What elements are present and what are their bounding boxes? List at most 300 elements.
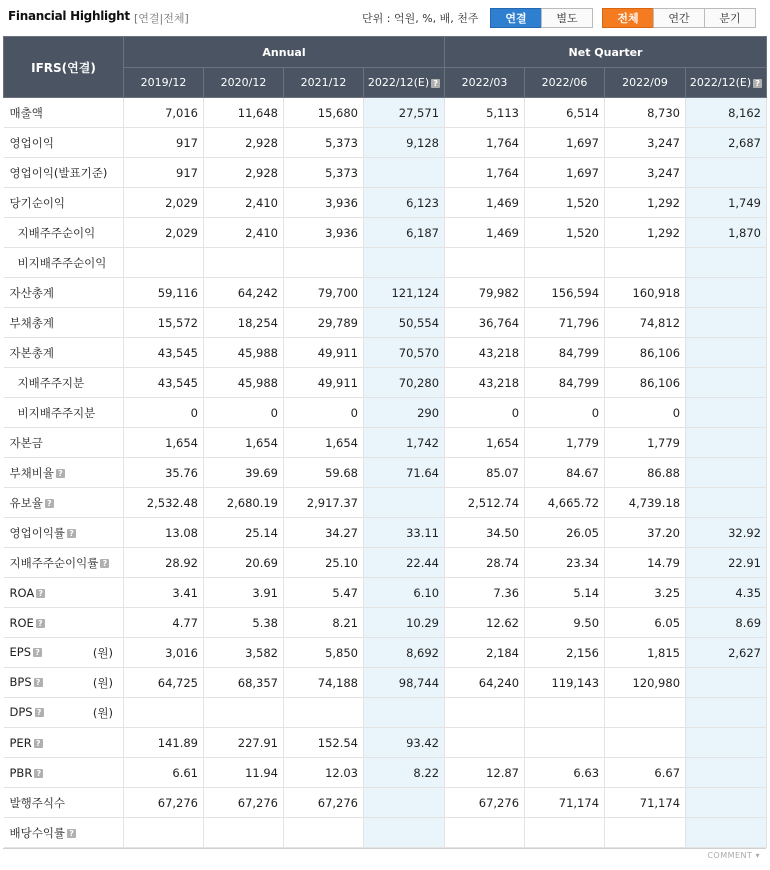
table-cell: 9.50 [525,608,605,638]
table-cell: 28.92 [124,548,204,578]
table-cell: 70,570 [364,338,445,368]
table-cell [686,668,767,698]
table-cell: 39.69 [204,458,284,488]
table-row [4,698,767,728]
table-cell: 6.63 [525,758,605,788]
table-cell: 68,357 [204,668,284,698]
period-header-1 [204,68,284,98]
table-cell: 2,410 [204,188,284,218]
table-cell: 13.08 [124,518,204,548]
row-label-cell [4,668,124,698]
table-cell [686,728,767,758]
table-cell: 120,980 [605,668,686,698]
table-cell: 3.25 [605,578,686,608]
table-cell: 4.35 [686,578,767,608]
table-cell [364,818,445,848]
help-icon[interactable]: ? [753,79,762,88]
table-cell: 35.76 [124,458,204,488]
table-cell [124,698,204,728]
table-cell: 6,187 [364,218,445,248]
table-row [4,548,767,578]
row-label: 유보율 [9,495,43,510]
table-cell: 67,276 [124,788,204,818]
row-label-cell [4,278,124,308]
table-row [4,338,767,368]
period-label: 2022/12(E) [689,76,752,89]
table-cell [204,698,284,728]
row-label: 자본금 [9,435,43,450]
table-row [4,788,767,818]
help-icon[interactable]: ? [45,499,54,508]
table-cell: 121,124 [364,278,445,308]
table-cell: 86,106 [605,368,686,398]
help-icon[interactable]: ? [67,829,76,838]
row-label-cell [4,458,124,488]
row-label: 지배주주지분 [17,375,85,390]
table-row [4,458,767,488]
row-label: 부채총계 [9,315,54,330]
table-row [4,638,767,668]
table-cell: 5,850 [284,638,364,668]
table-cell [364,698,445,728]
table-cell: 84,799 [525,368,605,398]
table-cell: 9,128 [364,128,445,158]
table-cell: 1,779 [525,428,605,458]
row-label-cell [4,158,124,188]
table-row [4,488,767,518]
row-unit: (원) [92,645,113,660]
table-cell [445,818,525,848]
table-cell: 3.41 [124,578,204,608]
table-row [4,368,767,398]
table-row [4,428,767,458]
period-label: 2022/12(E) [367,76,430,89]
table-cell: 79,982 [445,278,525,308]
table-cell: 4.77 [124,608,204,638]
table-cell: 7,016 [124,98,204,128]
row-label: 매출액 [9,105,43,120]
table-cell [364,248,445,278]
row-label: PER [9,735,32,750]
table-footer [3,848,766,863]
table-cell: 2,627 [686,638,767,668]
financial-highlight-table [3,36,767,848]
table-cell [284,818,364,848]
help-icon[interactable]: ? [34,739,43,748]
table-cell: 1,742 [364,428,445,458]
table-cell: 37.20 [605,518,686,548]
table-cell: 3,936 [284,188,364,218]
table-cell: 5.38 [204,608,284,638]
table-cell: 71,174 [605,788,686,818]
table-row [4,668,767,698]
table-cell: 0 [525,398,605,428]
table-cell: 67,276 [284,788,364,818]
period-header-2 [284,68,364,98]
quarter-button[interactable]: 분기 [704,8,756,28]
help-icon[interactable]: ? [35,708,44,717]
table-cell [284,248,364,278]
table-cell [445,728,525,758]
period-header-6 [605,68,686,98]
table-cell: 1,815 [605,638,686,668]
help-icon[interactable]: ? [56,469,65,478]
table-cell: 50,554 [364,308,445,338]
row-label-cell [4,698,124,728]
table-cell [686,758,767,788]
table-row [4,98,767,128]
table-cell: 3.91 [204,578,284,608]
table-cell: 79,700 [284,278,364,308]
table-cell: 45,988 [204,338,284,368]
table-cell [686,818,767,848]
table-cell: 227.91 [204,728,284,758]
table-cell: 1,654 [204,428,284,458]
row-label-cell [4,638,124,668]
table-cell: 20.69 [204,548,284,578]
table-cell: 2,532.48 [124,488,204,518]
table-cell: 1,292 [605,188,686,218]
table-cell: 29,789 [284,308,364,338]
table-cell: 141.89 [124,728,204,758]
table-cell: 84.67 [525,458,605,488]
table-cell: 12.87 [445,758,525,788]
table-cell [686,398,767,428]
highlight-header [0,0,770,36]
period-label: 2022/06 [541,76,588,89]
table-cell: 917 [124,128,204,158]
table-cell: 160,918 [605,278,686,308]
table-cell: 71.64 [364,458,445,488]
table-cell: 156,594 [525,278,605,308]
table-cell: 2,928 [204,128,284,158]
table-cell: 11,648 [204,98,284,128]
table-cell [686,458,767,488]
period-label: 2021/12 [300,76,347,89]
table-cell: 1,749 [686,188,767,218]
row-label-cell [4,338,124,368]
row-label-cell [4,728,124,758]
table-cell: 27,571 [364,98,445,128]
help-icon[interactable]: ? [36,589,45,598]
table-cell: 1,764 [445,128,525,158]
period-label: 2019/12 [140,76,187,89]
row-label: 비지배주주순이익 [17,255,107,270]
table-cell: 6.05 [605,608,686,638]
period-header-7 [686,68,767,98]
table-cell: 8.22 [364,758,445,788]
table-row [4,248,767,278]
table-cell: 2,680.19 [204,488,284,518]
table-cell [204,248,284,278]
row-label: EPS [9,644,32,659]
table-cell: 6.61 [124,758,204,788]
row-label: DPS [9,704,33,719]
period-label: 2020/12 [220,76,267,89]
table-cell: 34.27 [284,518,364,548]
row-label: 발행주식수 [9,795,66,810]
table-cell [686,338,767,368]
table-cell [525,818,605,848]
table-cell [686,788,767,818]
table-cell: 290 [364,398,445,428]
table-cell: 64,725 [124,668,204,698]
table-cell: 1,292 [605,218,686,248]
table-row [4,518,767,548]
table-cell: 67,276 [445,788,525,818]
table-cell: 2,410 [204,218,284,248]
row-label-cell [4,98,124,128]
table-row [4,218,767,248]
row-label: 배당수익률 [9,825,66,840]
table-cell [525,248,605,278]
table-row [4,398,767,428]
table-cell: 49,911 [284,368,364,398]
table-cell: 4,739.18 [605,488,686,518]
table-cell: 4,665.72 [525,488,605,518]
table-cell: 43,218 [445,338,525,368]
table-row [4,128,767,158]
table-cell: 15,680 [284,98,364,128]
table-row [4,278,767,308]
table-row [4,188,767,218]
table-cell: 25.14 [204,518,284,548]
table-cell: 1,870 [686,218,767,248]
table-cell: 2,156 [525,638,605,668]
table-cell [686,308,767,338]
table-cell: 64,240 [445,668,525,698]
row-label-cell [4,308,124,338]
table-cell: 59,116 [124,278,204,308]
table-cell: 6,123 [364,188,445,218]
table-cell: 1,520 [525,188,605,218]
row-label: ROE [9,615,34,630]
table-cell: 5.14 [525,578,605,608]
row-label: 자본총계 [9,345,54,360]
table-cell: 0 [204,398,284,428]
table-cell [364,488,445,518]
table-cell: 2,184 [445,638,525,668]
table-cell [686,248,767,278]
table-cell [605,248,686,278]
period-label: 2022/03 [461,76,508,89]
table-cell [445,248,525,278]
table-cell: 84,799 [525,338,605,368]
table-cell: 3,247 [605,128,686,158]
table-cell: 8,692 [364,638,445,668]
period-header-5 [525,68,605,98]
row-label: 지배주주순이익 [17,225,96,240]
help-icon[interactable]: ? [33,648,42,657]
table-cell: 64,242 [204,278,284,308]
annual-button[interactable]: 연간 [653,8,705,28]
table-cell: 2,928 [204,158,284,188]
table-cell: 86,106 [605,338,686,368]
table-cell: 5,113 [445,98,525,128]
table-cell [445,698,525,728]
table-cell: 1,469 [445,188,525,218]
table-cell: 10.29 [364,608,445,638]
table-cell: 5.47 [284,578,364,608]
quarter-group-header: Net Quarter [445,37,767,68]
table-cell: 25.10 [284,548,364,578]
table-cell [686,488,767,518]
table-cell: 43,545 [124,338,204,368]
chevron-down-icon: ▾ [755,851,760,860]
table-row [4,608,767,638]
row-label-cell [4,578,124,608]
table-cell: 93.42 [364,728,445,758]
period-label: 2022/09 [622,76,668,89]
row-label-cell [4,128,124,158]
table-cell: 22.91 [686,548,767,578]
table-cell: 71,174 [525,788,605,818]
period-header-3 [364,68,445,98]
row-label: 영업이익 [9,135,54,150]
row-label-cell [4,758,124,788]
table-cell: 3,582 [204,638,284,668]
row-label: 지배주주순이익률 [9,555,99,570]
table-cell: 1,654 [124,428,204,458]
table-cell: 12.03 [284,758,364,788]
table-cell: 70,280 [364,368,445,398]
table-cell: 8,162 [686,98,767,128]
table-cell: 49,911 [284,338,364,368]
table-cell: 74,812 [605,308,686,338]
separate-button[interactable]: 별도 [541,8,593,28]
table-cell [605,728,686,758]
table-cell: 12.62 [445,608,525,638]
table-cell: 3,247 [605,158,686,188]
table-cell: 5,373 [284,128,364,158]
table-cell: 5,373 [284,158,364,188]
table-cell: 0 [284,398,364,428]
table-cell: 1,469 [445,218,525,248]
row-label: ROA [9,585,35,600]
table-cell: 45,988 [204,368,284,398]
comment-label: COMMENT [707,851,753,860]
table-cell: 6.67 [605,758,686,788]
ifrs-header: IFRS(연결) [4,37,124,98]
row-label: BPS [9,674,32,689]
row-label-cell [4,608,124,638]
help-icon[interactable]: ? [431,79,440,88]
table-cell [605,698,686,728]
table-cell: 23.34 [525,548,605,578]
row-label-cell [4,518,124,548]
table-body [4,98,767,848]
row-label-cell [4,188,124,218]
table-cell: 917 [124,158,204,188]
help-icon[interactable]: ? [100,559,109,568]
row-unit: (원) [92,705,113,720]
comment-toggle[interactable] [707,851,760,860]
row-label: PBR [9,765,33,780]
table-cell: 67,276 [204,788,284,818]
table-cell: 0 [605,398,686,428]
row-label-cell [4,248,124,278]
table-cell: 22.44 [364,548,445,578]
table-cell: 36,764 [445,308,525,338]
table-cell: 0 [124,398,204,428]
table-cell: 71,796 [525,308,605,338]
table-cell [686,368,767,398]
row-label-cell [4,818,124,848]
table-cell [686,278,767,308]
table-cell: 11.94 [204,758,284,788]
table-cell [525,698,605,728]
row-label-cell [4,788,124,818]
period-header-4 [445,68,525,98]
row-label-cell [4,368,124,398]
table-cell: 2,512.74 [445,488,525,518]
table-cell: 85.07 [445,458,525,488]
table-cell: 6,514 [525,98,605,128]
row-label: 영업이익률 [9,525,66,540]
table-cell [124,248,204,278]
row-label: 비지배주주지분 [17,405,96,420]
table-cell: 2,917.37 [284,488,364,518]
help-icon[interactable]: ? [34,678,43,687]
table-cell: 152.54 [284,728,364,758]
table-cell: 8.21 [284,608,364,638]
table-cell: 6.10 [364,578,445,608]
help-icon[interactable]: ? [36,619,45,628]
table-cell: 43,545 [124,368,204,398]
table-cell: 1,654 [284,428,364,458]
row-label-cell [4,428,124,458]
table-cell: 8.69 [686,608,767,638]
table-cell: 18,254 [204,308,284,338]
table-cell: 1,764 [445,158,525,188]
row-label: 부채비율 [9,465,54,480]
table-cell [686,698,767,728]
table-cell: 1,779 [605,428,686,458]
table-cell [525,728,605,758]
table-cell: 43,218 [445,368,525,398]
table-cell: 74,188 [284,668,364,698]
table-cell: 1,697 [525,158,605,188]
table-cell: 1,697 [525,128,605,158]
row-label-cell [4,218,124,248]
table-cell [284,698,364,728]
table-row [4,578,767,608]
table-cell: 2,029 [124,218,204,248]
table-cell: 0 [445,398,525,428]
table-cell: 3,016 [124,638,204,668]
row-label-cell [4,398,124,428]
table-cell: 34.50 [445,518,525,548]
table-cell: 86.88 [605,458,686,488]
row-unit: (원) [92,675,113,690]
table-cell [204,818,284,848]
table-row [4,758,767,788]
table-cell: 8,730 [605,98,686,128]
help-icon[interactable]: ? [67,529,76,538]
table-cell: 59.68 [284,458,364,488]
row-label: 영업이익(발표기준) [9,165,108,180]
help-icon[interactable]: ? [34,769,43,778]
annual-group-header: Annual [124,37,445,68]
table-row [4,158,767,188]
all-period-button[interactable]: 전체 [602,8,654,28]
period-header-0 [124,68,204,98]
table-cell [686,428,767,458]
table-cell: 14.79 [605,548,686,578]
consolidated-button[interactable]: 연결 [490,8,542,28]
table-cell: 7.36 [445,578,525,608]
table-cell: 32.92 [686,518,767,548]
